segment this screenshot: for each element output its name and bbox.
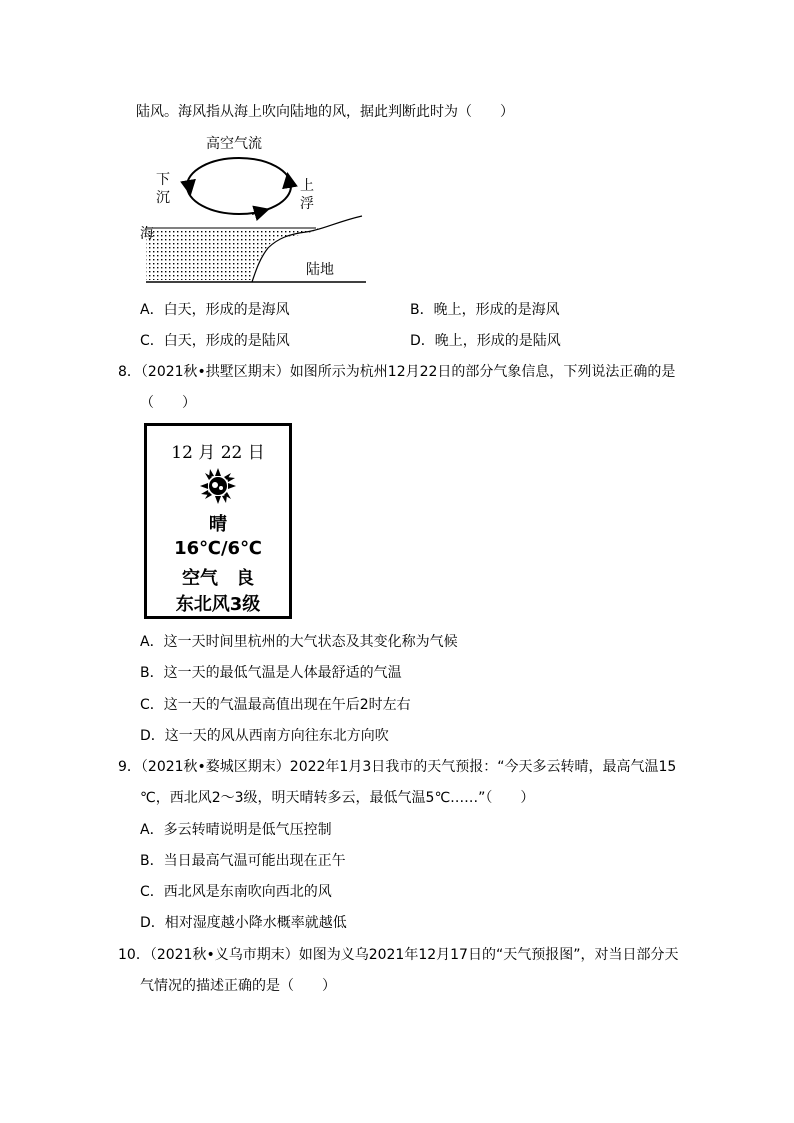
weather-condition: 晴 (209, 514, 227, 535)
q9-option-d: D．相对湿度越小降水概率就越低 (140, 915, 347, 931)
fig-label-left-2: 沉 (156, 190, 170, 206)
q7-option-c: C．白天，形成的是陆风 (140, 333, 290, 349)
fig-label-right-2: 浮 (300, 196, 314, 212)
q8-option-c: C．这一天的气温最高值出现在午后2时左右 (140, 697, 411, 713)
fig-label-left-1: 下 (156, 172, 170, 188)
q8-option-b: B．这一天的最低气温是人体最舒适的气温 (140, 665, 402, 681)
q8-stem-line2: （ ） (140, 395, 196, 411)
sea-land-breeze-figure (140, 130, 380, 290)
weather-temperature: 16℃/6℃ (174, 538, 262, 559)
q9-stem-line1: 9．（2021秋•婺城区期末）2022年1月3日我市的天气预报：“今天多云转晴，最高气温15 (118, 759, 677, 775)
fig-label-top: 高空气流 (206, 136, 262, 152)
sun-icon (147, 466, 289, 510)
q7-option-a: A．白天，形成的是海风 (140, 302, 290, 318)
circulation-loop (187, 158, 291, 214)
sea-area (146, 228, 318, 280)
q8-stem-line1: 8．（2021秋•拱墅区期末）如图所示为杭州12月22日的部分气象信息，下列说法正确的是 (118, 364, 676, 380)
q10-stem-line1: 10．（2021秋•义乌市期末）如图为义乌2021年12月17日的“天气预报图”，对当日部分天 (118, 947, 679, 963)
q8-option-a: A．这一天时间里杭州的大气状态及其变化称为气候 (140, 634, 458, 650)
fig-label-sea: 海 (140, 226, 154, 242)
weather-card (144, 423, 292, 619)
fig-label-right-1: 上 (300, 178, 314, 194)
weather-air-quality: 空气 良 (182, 568, 254, 589)
q9-option-a: A．多云转晴说明是低气压控制 (140, 822, 332, 838)
q7-stem-tail: 陆风。海风指从海上吹向陆地的风，据此判断此时为（ ） (136, 104, 514, 120)
q9-option-b: B．当日最高气温可能出现在正午 (140, 853, 346, 869)
weather-date: 12 月 22 日 (171, 443, 265, 463)
q9-option-c: C．西北风是东南吹向西北的风 (140, 884, 332, 900)
q10-stem-line2: 气情况的描述正确的是（ ） (140, 978, 336, 994)
weather-wind: 东北风3级 (175, 594, 261, 615)
q8-option-d: D．这一天的风从西南方向往东北方向吹 (140, 728, 389, 744)
q7-option-d: D．晚上，形成的是陆风 (410, 333, 561, 349)
q7-option-b: B．晚上，形成的是海风 (410, 302, 560, 318)
q9-stem-line2: ℃，西北风2～3级，明天晴转多云，最低气温5℃……”（ ） (140, 790, 535, 806)
fig-label-land: 陆地 (306, 262, 334, 278)
